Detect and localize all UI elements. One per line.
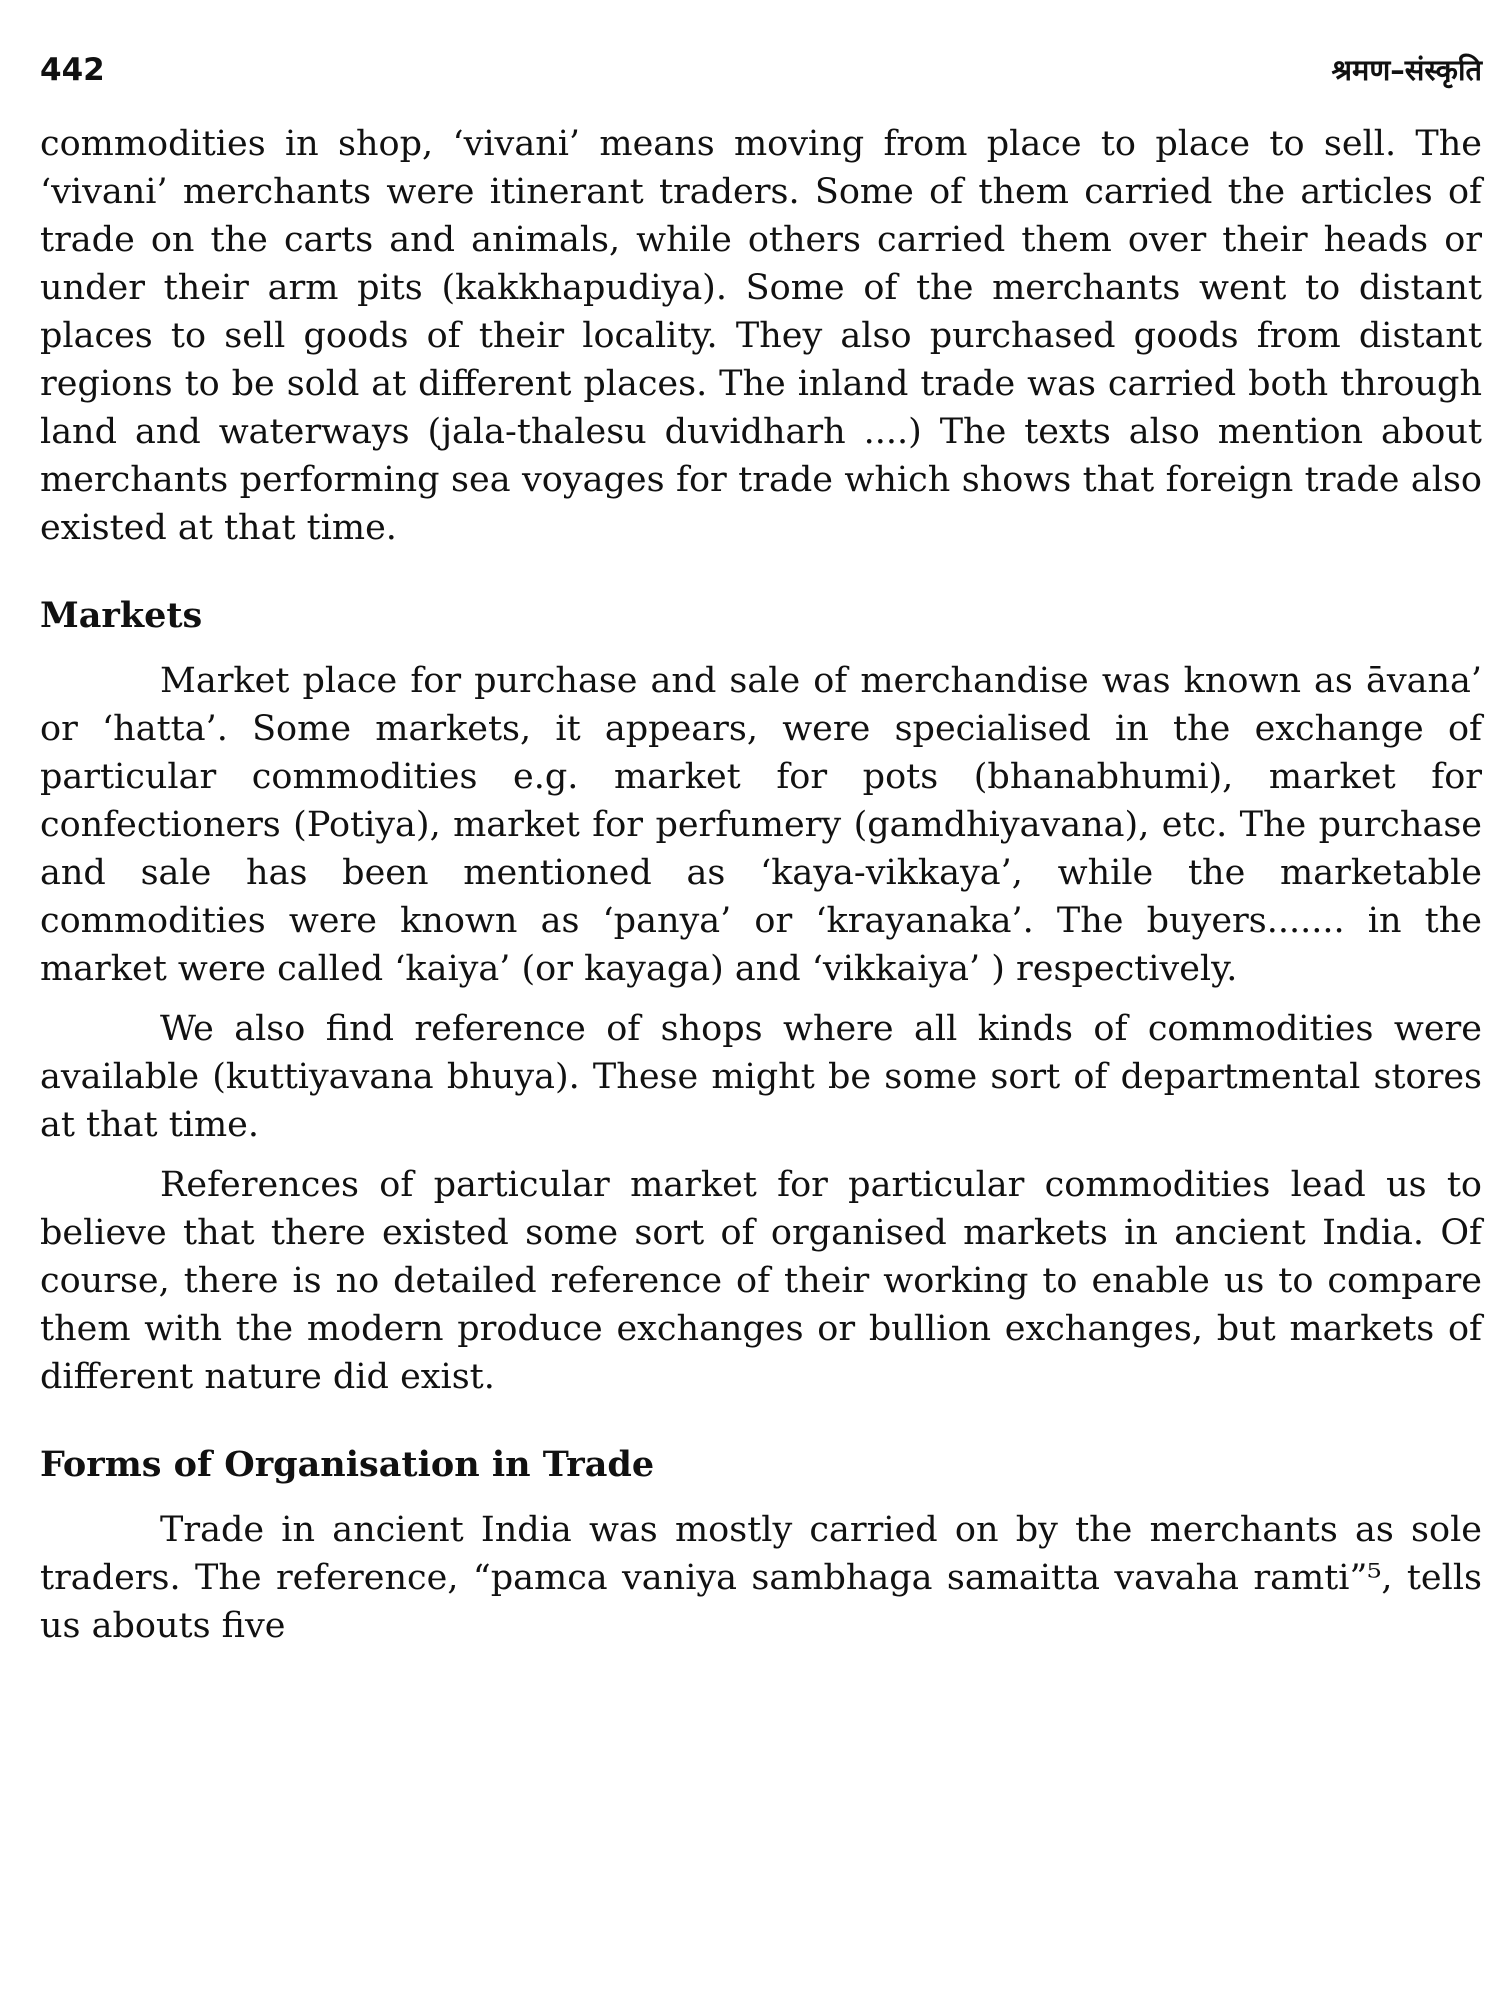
forms-section: [40, 1441, 1482, 1650]
page-header: [40, 52, 1482, 100]
page-number: 442: [40, 52, 105, 88]
running-title: श्रमण–संस्कृति: [1331, 53, 1482, 87]
forms-paragraph: Trade in ancient India was mostly carried on by the merchants as sole traders. The reference, “pamca vaniya sambhaga samaitta vavaha ramti”⁵, tells us abouts five: [40, 1510, 1482, 1646]
markets-paragraph-1: Market place for purchase and sale of merchandise was known as āvana’ or ‘hatta’. Some markets, it appears, were specialised in the exchange of particular commodities e.g. market for pots (bhanabhumi), market for confectioners (Potiya), market for perfumery (gamdhiyavana), etc. The purchase and sale has been mentioned as ‘kaya-vikkaya’, while the marketable commodities were known as ‘panya’ or ‘krayanaka’. The buyers....... in the market were called ‘kaiya’ (or kayaga) and ‘vikkaiya’ ) respectively.: [40, 661, 1482, 989]
markets-paragraph-3: References of particular market for particular commodities lead us to believe that there existed some sort of organised markets in ancient India. Of course, there is no detailed reference of their working to enable us to compare them with the modern produce exchanges or bullion exchanges, but markets of different nature did exist.: [40, 1165, 1482, 1397]
markets-heading: Markets: [40, 595, 203, 636]
book-page: [40, 52, 1482, 1952]
markets-paragraph-2: We also find reference of shops where all kinds of commodities were available (kuttiyavana bhuya). These might be some sort of departmental stores at that time.: [40, 1009, 1482, 1145]
markets-section: [40, 592, 1482, 1401]
intro-section: [40, 120, 1482, 552]
intro-paragraph: commodities in shop, ‘vivani’ means moving from place to place to sell. The ‘vivani’ merchants were itinerant traders. Some of them carried the articles of trade on the carts and animals, while others carried them over their heads or under their arm pits (kakkhapudiya). Some of the merchants went to distant places to sell goods of their locality. They also purchased goods from distant regions to be sold at different places. The inland trade was carried both through land and waterways (jala-thalesu duvidharh ....) The texts also mention about merchants performing sea voyages for trade which shows that foreign trade also existed at that time.: [40, 124, 1482, 548]
forms-heading: Forms of Organisation in Trade: [40, 1444, 655, 1485]
